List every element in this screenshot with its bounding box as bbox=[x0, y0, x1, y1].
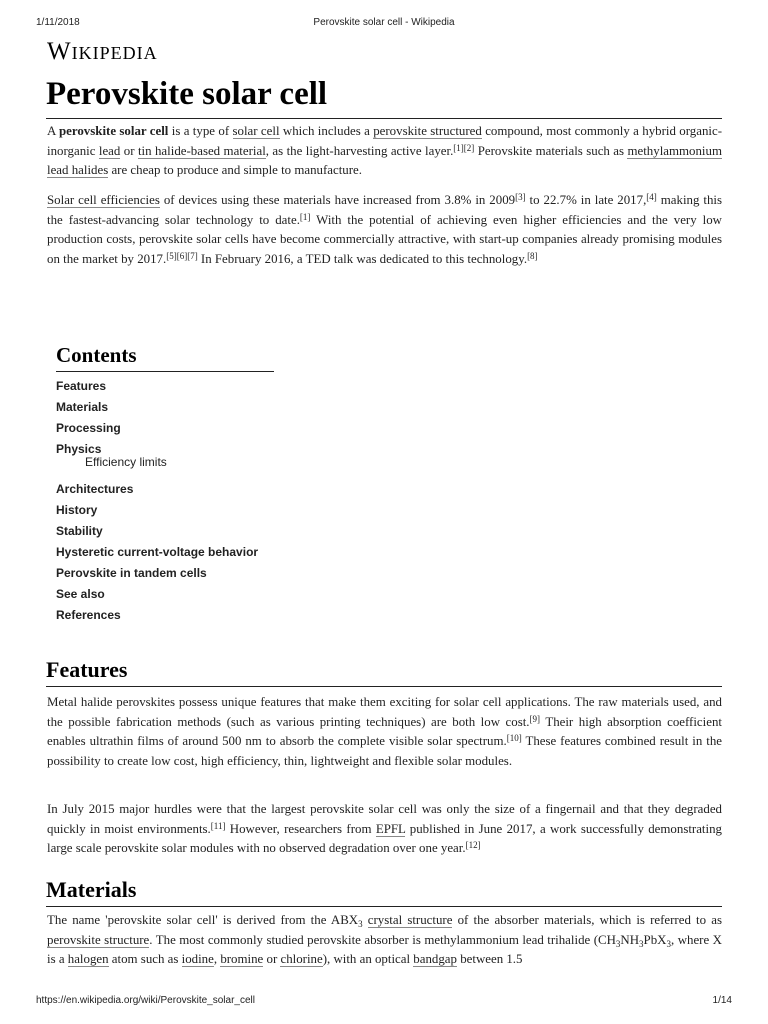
link-tin-halide[interactable]: tin halide-based material bbox=[137, 143, 266, 158]
materials-section bbox=[47, 911, 722, 970]
link-perovskite-structure[interactable]: perovskite structure bbox=[47, 932, 150, 947]
toc-title: Contents bbox=[56, 342, 274, 372]
citation[interactable]: [1] bbox=[299, 211, 311, 222]
toc-item-hysteretic[interactable]: Hysteretic current-voltage behavior bbox=[56, 545, 259, 559]
toc-list bbox=[56, 377, 274, 627]
link-iodine[interactable]: iodine bbox=[181, 952, 214, 967]
citation[interactable]: [10] bbox=[506, 733, 522, 744]
citation[interactable]: [8] bbox=[527, 250, 538, 261]
citation[interactable]: [11] bbox=[210, 820, 226, 831]
section-heading-features: Features bbox=[46, 656, 722, 687]
citation[interactable]: [4] bbox=[646, 192, 657, 202]
materials-paragraph-1: The name 'perovskite solar cell' is derived from the $ABX_3$ crystal structure of the absorber materials, which is referred to as perovskite structure. The most commonly studied perovskite absorber is methylammonium lead trihalide ($CH_3NH_3PbX_3$, where X is a halogen atom such as iodine, bromine or chlorine), with an optical bandgap between 1.5 bbox=[47, 913, 722, 967]
link-chlorine[interactable]: chlorine bbox=[280, 952, 323, 967]
link-methylammonium-lead-halides[interactable]: methylammonium lead halides bbox=[47, 143, 722, 178]
citation[interactable]: [1][2] bbox=[453, 142, 475, 153]
link-bromine[interactable]: bromine bbox=[220, 952, 264, 967]
features-paragraph-1: Metal halide perovskites possess unique features that make them exciting for solar cell applications. The raw materials used, and the possible fabrication methods (such as various printing techniques) are both low cost.[9] Their high absorption coefficient enables ultrathin films of around 500 nm to absorb the complete visible solar spectrum.[10] These features combined result in the possibility to create low cost, high efficiency, thin, lightweight and flexible solar modules. bbox=[47, 695, 723, 768]
link-lead[interactable]: lead bbox=[98, 143, 121, 158]
toc-item-materials[interactable]: Materials bbox=[56, 400, 109, 414]
link-halogen[interactable]: halogen bbox=[67, 952, 109, 967]
toc-item-stability[interactable]: Stability bbox=[56, 524, 103, 538]
table-of-contents bbox=[56, 342, 274, 627]
link-perovskite-structured[interactable]: perovskite structured bbox=[373, 124, 482, 138]
features-section-2 bbox=[47, 800, 722, 859]
link-epfl[interactable]: EPFL bbox=[375, 821, 406, 836]
intro-paragraph-1: A perovskite solar cell is a type of solar cell which includes a perovskite structured compound, most commonly a hybrid organic-inorganic lead or tin halide-based material, as the light-harvesting active layer.[1][2] Perovskite materials such as methylammonium lead halides are cheap to produce and simple to manufacture. bbox=[47, 124, 723, 178]
features-paragraph-2: In July 2015 major hurdles were that the largest perovskite solar cell was only the size of a fingernail and that they degraded quickly in moist environments.[11] However, researchers from EPFL published in June 2017, a work successfully demonstrating large scale perovskite solar modules with no observed degradation over one year.[12] bbox=[47, 802, 722, 856]
section-heading-materials: Materials bbox=[46, 876, 722, 907]
page-title: Perovskite solar cell bbox=[46, 74, 722, 119]
intro-paragraph-2: Solar cell efficiencies of devices using these materials have increased from 3.8% in 2009[3] to 22.7% in late 2017,[4] making this the fastest-advancing solar technology to date.[1] With the potential of achieving even higher efficiencies and the very low production costs, perovskite solar cells have become commercially attractive, with start-up companies already promising modules on the market by 2017.[5][6][7] In February 2016, a TED talk was dedicated to this technology.[8] bbox=[47, 192, 722, 266]
print-doc-title: Perovskite solar cell - Wikipedia bbox=[313, 17, 455, 28]
print-date: 1/11/2018 bbox=[36, 17, 80, 28]
print-url: https://en.wikipedia.org/wiki/Perovskite_solar_cell bbox=[36, 995, 255, 1006]
bold-term: perovskite solar cell bbox=[58, 124, 169, 138]
toc-item-see-also[interactable]: See also bbox=[56, 587, 105, 601]
link-bandgap[interactable]: bandgap bbox=[413, 952, 457, 967]
citation[interactable]: [12] bbox=[465, 840, 481, 851]
features-section bbox=[47, 693, 722, 771]
citation[interactable]: [3] bbox=[515, 192, 526, 202]
print-page-number: 1/14 bbox=[712, 995, 732, 1006]
toc-item-references[interactable]: References bbox=[56, 608, 121, 622]
link-crystal-structure[interactable]: crystal structure bbox=[367, 913, 453, 927]
citation[interactable]: [9] bbox=[529, 713, 541, 724]
toc-item-features[interactable]: Features bbox=[56, 379, 107, 393]
citation[interactable]: [5][6][7] bbox=[166, 250, 198, 261]
intro bbox=[47, 122, 722, 181]
toc-item-history[interactable]: History bbox=[56, 503, 98, 517]
link-solar-cell-efficiencies[interactable]: Solar cell efficiencies bbox=[47, 193, 160, 207]
link-solar-cell[interactable]: solar cell bbox=[232, 124, 280, 138]
toc-item-architectures[interactable]: Architectures bbox=[56, 482, 134, 496]
wikipedia-logo[interactable]: Wikipedia bbox=[47, 38, 158, 65]
toc-item-efficiency-limits[interactable]: Efficiency limits bbox=[85, 455, 167, 469]
intro-2 bbox=[47, 191, 722, 269]
toc-item-tandem-cells[interactable]: Perovskite in tandem cells bbox=[56, 566, 207, 580]
toc-item-processing[interactable]: Processing bbox=[56, 421, 121, 435]
toc-item-physics[interactable]: Physics bbox=[56, 442, 102, 456]
